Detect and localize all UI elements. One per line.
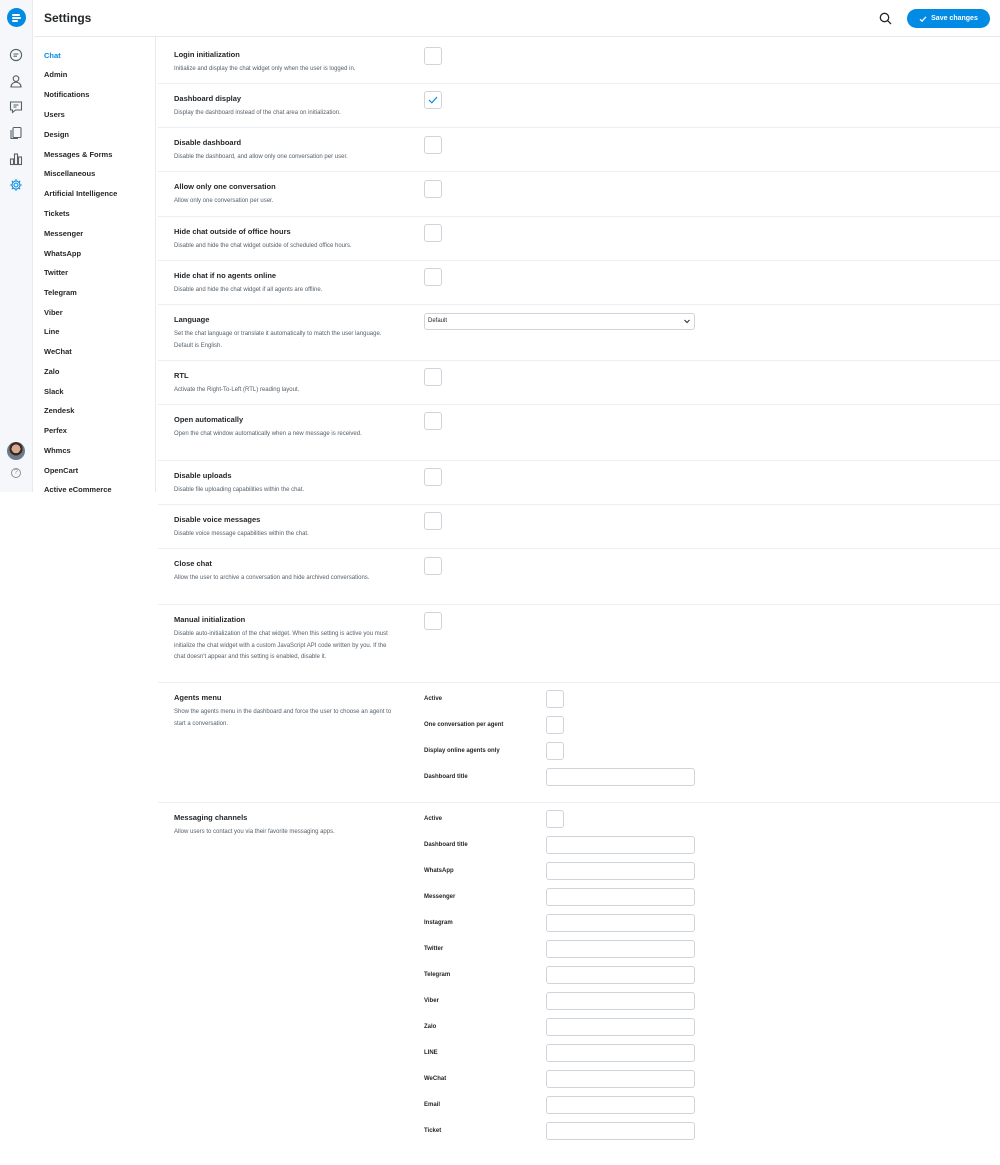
channel-ticket-input[interactable] — [546, 1122, 695, 1140]
nav-item-notifications[interactable]: Notifications — [44, 90, 90, 99]
setting-description: Initialize and display the chat widget only when the user is logged in. — [174, 66, 356, 72]
one-conversation-checkbox[interactable] — [424, 180, 442, 198]
nav-item-perfex[interactable]: Perfex — [44, 426, 67, 435]
rtl-checkbox[interactable] — [424, 368, 442, 386]
search-icon[interactable] — [879, 12, 892, 25]
checkmark-icon — [919, 15, 927, 23]
nav-item-zendesk[interactable]: Zendesk — [44, 406, 75, 415]
channel-email-label: Email — [424, 1102, 441, 1108]
setting-description: Display the dashboard instead of the chat area on initialization. — [174, 110, 341, 116]
channel-line-input[interactable] — [546, 1044, 695, 1062]
setting-title: Language — [174, 315, 210, 324]
divider — [158, 548, 1000, 549]
setting-title: Disable dashboard — [174, 138, 242, 147]
divider — [158, 216, 1000, 217]
channel-instagram-label: Instagram — [424, 920, 453, 926]
disable-voice-checkbox[interactable] — [424, 512, 442, 530]
nav-item-admin[interactable]: Admin — [44, 70, 68, 79]
checkmark-icon — [428, 96, 438, 104]
channel-ticket-label: Ticket — [424, 1128, 442, 1134]
one-conversation-per-agent-checkbox[interactable] — [546, 716, 564, 734]
setting-title: Dashboard display — [174, 94, 242, 103]
open-automatically-checkbox[interactable] — [424, 412, 442, 430]
setting-description: Activate the Right-To-Left (RTL) reading layout. — [174, 387, 300, 393]
hide-office-hours-checkbox[interactable] — [424, 224, 442, 242]
divider — [158, 604, 1000, 605]
channel-whatsapp-label: WhatsApp — [424, 868, 454, 874]
logo-icon[interactable] — [7, 8, 26, 27]
nav-item-miscellaneous[interactable]: Miscellaneous — [44, 169, 96, 178]
page-title: Settings — [44, 11, 92, 25]
top-header — [34, 0, 1000, 37]
setting-description: Allow only one conversation per user. — [174, 198, 274, 204]
icon-rail — [0, 0, 33, 492]
channel-line-label: LINE — [424, 1050, 438, 1056]
help-icon[interactable]: ? — [11, 468, 21, 478]
nav-item-line[interactable]: Line — [44, 327, 60, 336]
settings-icon[interactable] — [9, 178, 23, 192]
channel-twitter-input[interactable] — [546, 940, 695, 958]
setting-description: Disable the dashboard, and allow only one conversation per user. — [174, 154, 348, 160]
nav-item-messenger[interactable]: Messenger — [44, 229, 84, 238]
divider — [158, 171, 1000, 172]
setting-title: RTL — [174, 371, 189, 380]
setting-title: Open automatically — [174, 415, 244, 424]
messaging-channels-active-checkbox[interactable] — [546, 810, 564, 828]
nav-item-opencart[interactable]: OpenCart — [44, 466, 79, 475]
divider — [158, 127, 1000, 128]
nav-item-chat[interactable]: Chat — [44, 51, 61, 60]
dashboard-display-checkbox[interactable] — [424, 91, 442, 109]
nav-item-users[interactable]: Users — [44, 110, 65, 119]
channel-wechat-input[interactable] — [546, 1070, 695, 1088]
setting-description: Disable file uploading capabilities within the chat. — [174, 487, 305, 493]
language-select[interactable] — [424, 313, 695, 330]
agents-dashboard-title-label: Dashboard title — [424, 774, 468, 780]
disable-dashboard-checkbox[interactable] — [424, 136, 442, 154]
login-initialization-checkbox[interactable] — [424, 47, 442, 65]
setting-description: Disable and hide the chat widget if all agents are offline. — [174, 287, 323, 293]
agents-menu-active-label: Active — [424, 696, 443, 702]
channel-instagram-input[interactable] — [546, 914, 695, 932]
setting-description: Allow users to contact you via their favorite messaging apps. — [174, 829, 335, 835]
manual-initialization-checkbox[interactable] — [424, 612, 442, 630]
channel-messenger-input[interactable] — [546, 888, 695, 906]
nav-item-messages-forms[interactable]: Messages & Forms — [44, 150, 113, 159]
language-select-value: Default — [428, 318, 448, 324]
channel-dashboard-title-label: Dashboard title — [424, 842, 468, 848]
nav-item-design[interactable]: Design — [44, 130, 70, 139]
setting-title: Manual initialization — [174, 615, 246, 624]
setting-description: Allow the user to archive a conversation and hide archived conversations. — [174, 575, 370, 581]
divider — [158, 404, 1000, 405]
nav-item-viber[interactable]: Viber — [44, 308, 63, 317]
setting-title: Hide chat outside of office hours — [174, 227, 291, 236]
online-agents-only-label: Display online agents only — [424, 748, 500, 754]
chevron-down-icon — [684, 319, 690, 324]
divider — [158, 304, 1000, 305]
nav-item-wechat[interactable]: WeChat — [44, 347, 72, 356]
channel-viber-input[interactable] — [546, 992, 695, 1010]
nav-item-whatsapp[interactable]: WhatsApp — [44, 249, 82, 258]
articles-icon[interactable] — [9, 126, 23, 140]
channel-wechat-label: WeChat — [424, 1076, 447, 1082]
channel-messenger-label: Messenger — [424, 894, 456, 900]
divider — [158, 83, 1000, 84]
channel-whatsapp-input[interactable] — [546, 862, 695, 880]
divider — [158, 504, 1000, 505]
agents-dashboard-title-input[interactable] — [546, 768, 695, 786]
setting-description: Disable and hide the chat widget outside of scheduled office hours. — [174, 243, 352, 249]
one-conversation-per-agent-label: One conversation per agent — [424, 722, 504, 728]
agents-menu-active-checkbox[interactable] — [546, 690, 564, 708]
messaging-channels-active-label: Active — [424, 816, 443, 822]
setting-title: Agents menu — [174, 693, 222, 702]
avatar[interactable] — [7, 442, 25, 460]
setting-description: Show the agents menu in the dashboard and force the user to choose an agent to start a conversation. — [174, 709, 392, 727]
setting-title: Messaging channels — [174, 813, 248, 822]
nav-item-active-ecommerce[interactable]: Active eCommerce — [44, 485, 112, 492]
online-agents-only-checkbox[interactable] — [546, 742, 564, 760]
hide-no-agents-checkbox[interactable] — [424, 268, 442, 286]
user-icon[interactable] — [9, 74, 23, 88]
save-changes-label: Save changes — [931, 15, 978, 22]
nav-item-zalo[interactable]: Zalo — [44, 367, 60, 376]
reports-icon[interactable] — [9, 152, 23, 166]
channel-twitter-label: Twitter — [424, 946, 444, 952]
chat-icon[interactable] — [9, 48, 23, 62]
channel-viber-label: Viber — [424, 998, 439, 1004]
setting-description: Open the chat window automatically when a new message is received. — [174, 431, 362, 437]
nav-item-twitter[interactable]: Twitter — [44, 268, 69, 277]
setting-title: Close chat — [174, 559, 212, 568]
setting-description: Set the chat language or translate it automatically to match the user language. Default is English. — [174, 331, 382, 349]
channel-telegram-input[interactable] — [546, 966, 695, 984]
setting-title: Disable voice messages — [174, 515, 261, 524]
setting-title: Hide chat if no agents online — [174, 271, 277, 280]
channel-dashboard-title-input[interactable] — [546, 836, 695, 854]
close-chat-checkbox[interactable] — [424, 557, 442, 575]
nav-item-tickets[interactable]: Tickets — [44, 209, 70, 218]
setting-description: Disable auto-initialization of the chat widget. When this setting is active you must initialize the chat widget with a custom JavaScript API code written by you. If the chat doesn't appear and this setting is enabled, disable it. — [174, 631, 388, 660]
divider — [158, 460, 1000, 461]
setting-title: Login initialization — [174, 50, 240, 59]
setting-title: Allow only one conversation — [174, 182, 276, 191]
divider — [158, 802, 1000, 803]
divider — [158, 360, 1000, 361]
divider — [158, 260, 1000, 261]
channel-email-input[interactable] — [546, 1096, 695, 1114]
divider — [158, 682, 1000, 683]
setting-description: Disable voice message capabilities within the chat. — [174, 531, 309, 537]
nav-item-slack[interactable]: Slack — [44, 387, 64, 396]
channel-zalo-input[interactable] — [546, 1018, 695, 1036]
nav-item-telegram[interactable]: Telegram — [44, 288, 77, 297]
channel-telegram-label: Telegram — [424, 972, 451, 978]
save-changes-button[interactable] — [907, 9, 990, 28]
setting-title: Disable uploads — [174, 471, 232, 480]
message-board-icon[interactable] — [9, 100, 23, 114]
settings-nav — [34, 37, 156, 492]
disable-uploads-checkbox[interactable] — [424, 468, 442, 486]
channel-zalo-label: Zalo — [424, 1024, 437, 1030]
nav-item-whmcs[interactable]: Whmcs — [44, 446, 71, 455]
nav-item-artificial-intelligence[interactable]: Artificial Intelligence — [44, 189, 118, 198]
